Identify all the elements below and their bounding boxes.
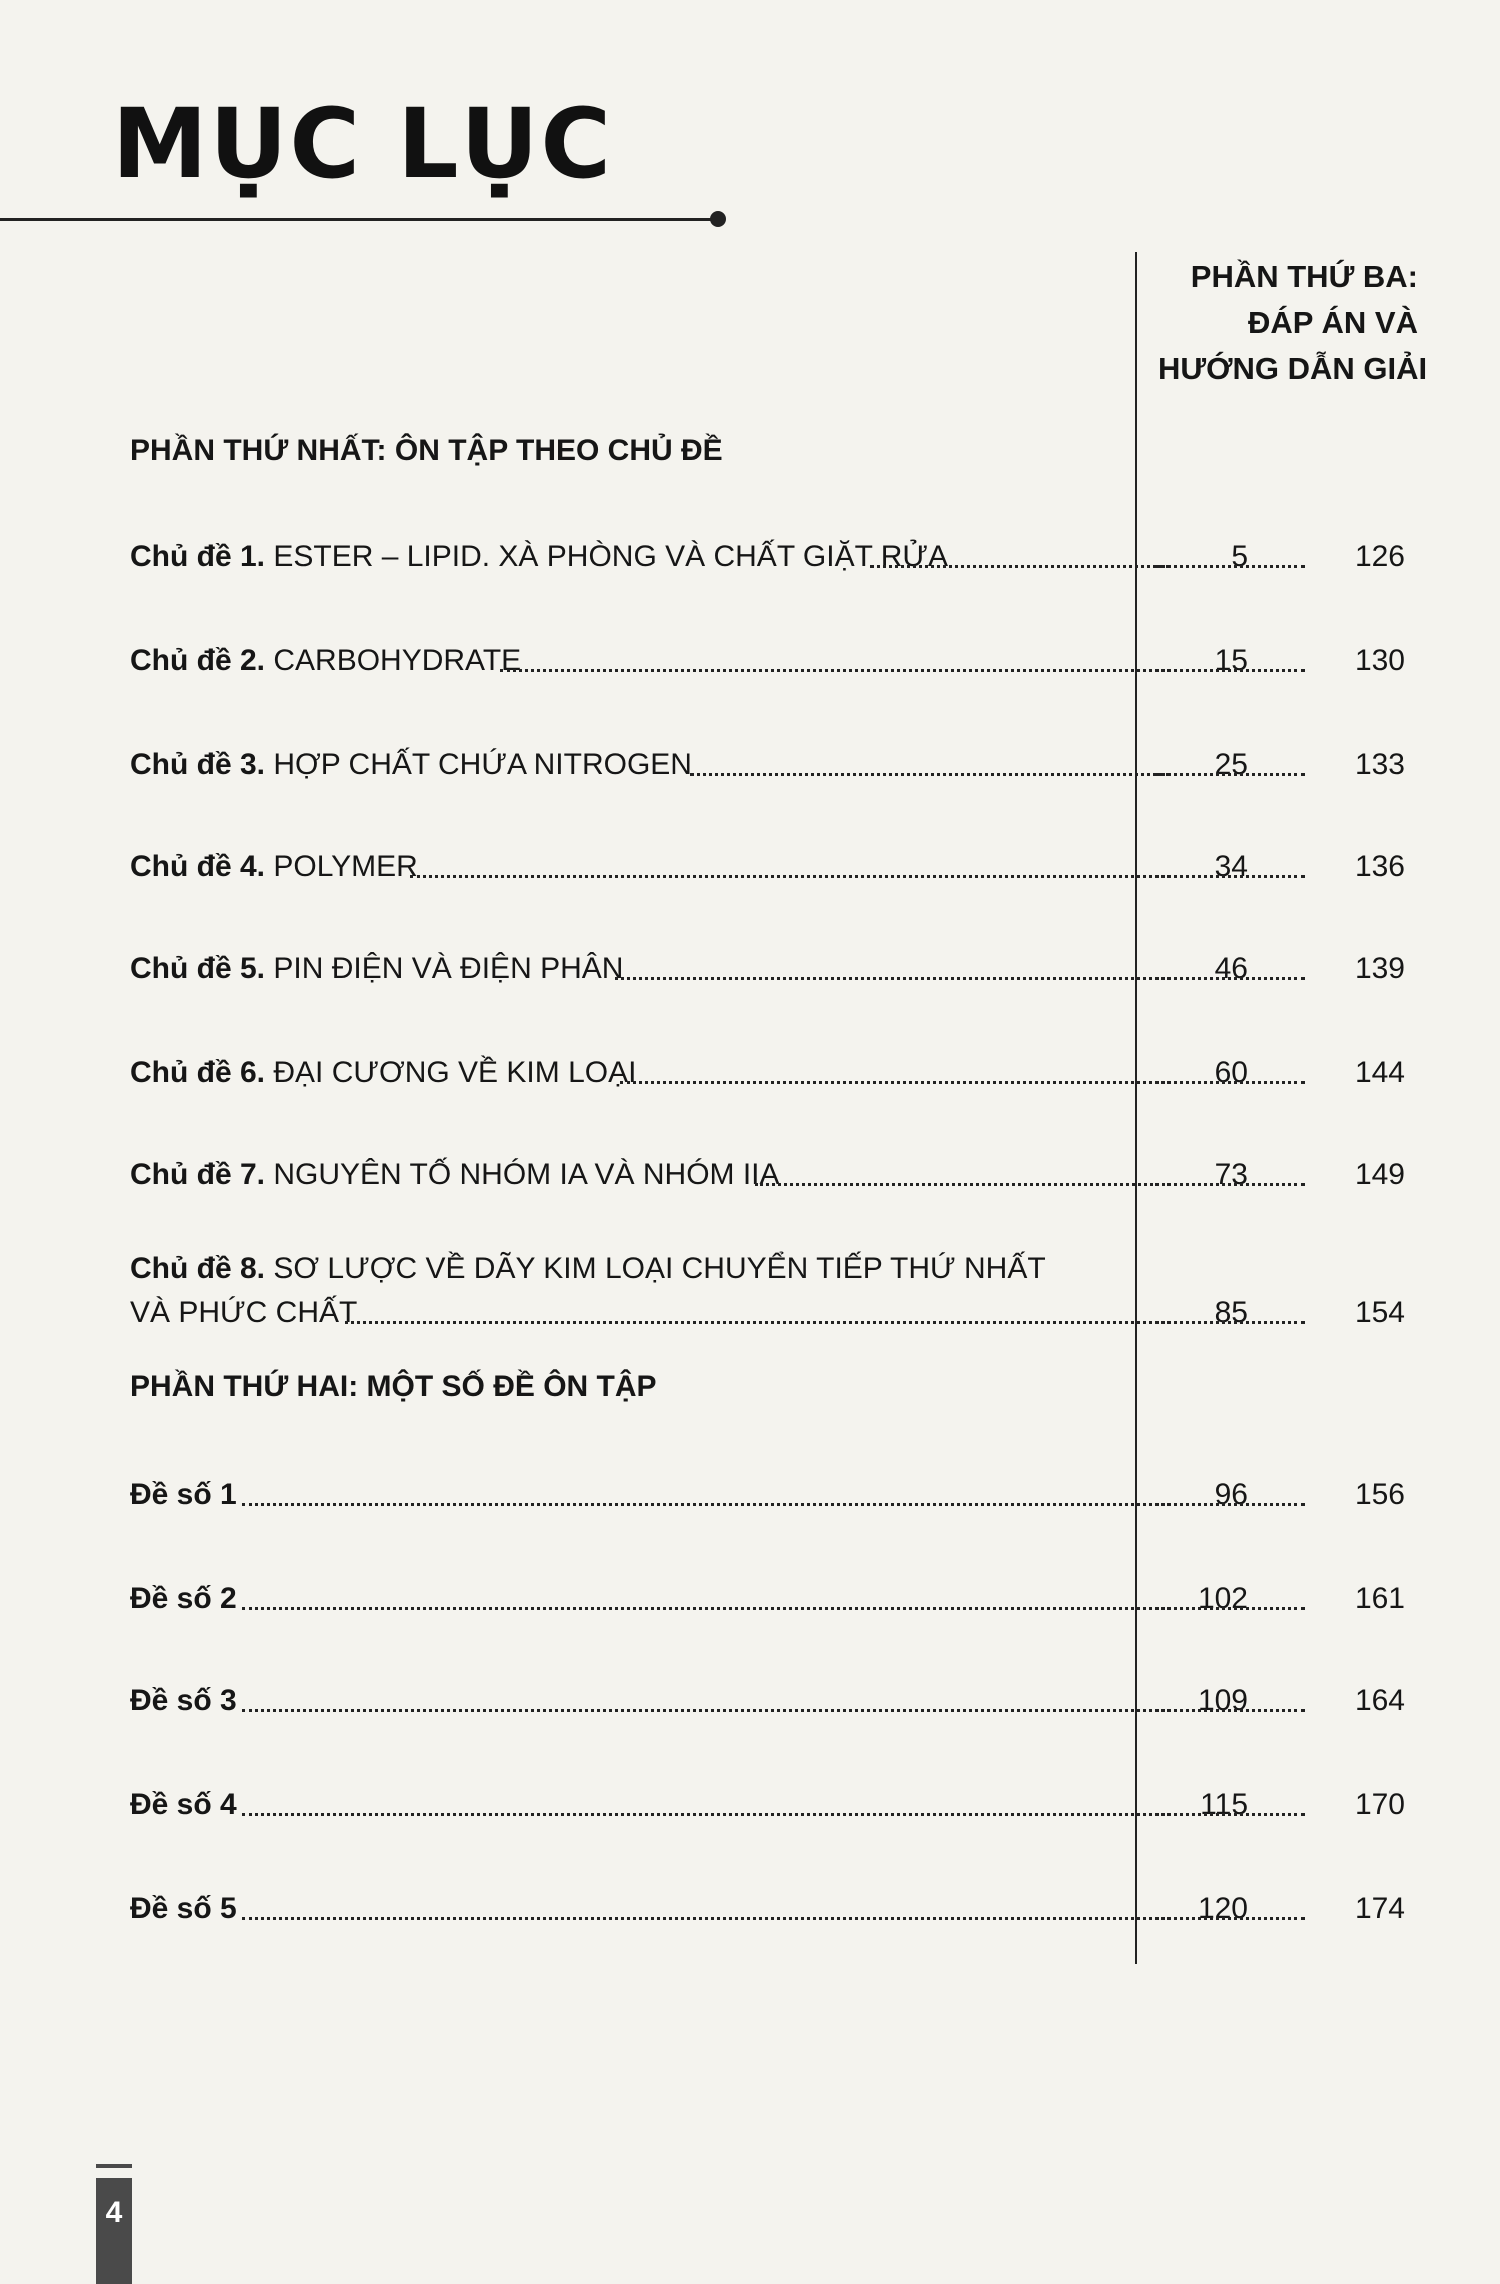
toc-entry-topic-3[interactable] [130, 738, 1405, 790]
title-underline-dot [710, 211, 726, 227]
entry-answer-page: 126 [1354, 540, 1405, 573]
toc-entry-topic-8[interactable] [130, 1252, 1405, 1338]
leader-dots-answers [1155, 1917, 1305, 1920]
leader-dots [690, 773, 1170, 776]
toc-entry-topic-6[interactable] [130, 1046, 1405, 1098]
entry-answer-page: 174 [1354, 1892, 1405, 1925]
leader-dots-answers [1155, 1183, 1305, 1186]
entry-label: Chủ đề 8. SƠ LƯỢC VỀ DÃY KIM LOẠI CHUYỂN TIẾP THỨ NHẤT [130, 1252, 1046, 1285]
entry-answer-page: 144 [1354, 1056, 1405, 1089]
entry-label-line2: VÀ PHỨC CHẤT [130, 1296, 358, 1329]
entry-label: Chủ đề 1. ESTER – LIPID. XÀ PHÒNG VÀ CHẤT GIẶT RỬA [130, 540, 949, 573]
entry-answer-page: 161 [1354, 1582, 1405, 1615]
entry-answer-page: 156 [1354, 1478, 1405, 1511]
entry-answer-page: 154 [1354, 1296, 1405, 1329]
toc-entry-exam-3[interactable] [130, 1674, 1405, 1726]
toc-entry-topic-2[interactable] [130, 634, 1405, 686]
toc-entry-exam-5[interactable] [130, 1882, 1405, 1934]
leader-dots [242, 1813, 1170, 1816]
entry-page: 25 [1174, 748, 1248, 782]
toc-entry-exam-1[interactable] [130, 1468, 1405, 1520]
toc-entry-exam-2[interactable] [130, 1572, 1405, 1624]
entry-label: Chủ đề 5. PIN ĐIỆN VÀ ĐIỆN PHÂN [130, 952, 624, 985]
entry-label: Chủ đề 2. CARBOHYDRATE [130, 644, 522, 677]
leader-dots-answers [1155, 669, 1305, 672]
entry-answer-page: 136 [1354, 850, 1405, 883]
entry-page: 120 [1174, 1892, 1248, 1926]
entry-page: 34 [1174, 850, 1248, 884]
leader-dots [242, 1503, 1170, 1506]
leader-dots [615, 977, 1170, 980]
leader-dots [242, 1917, 1170, 1920]
entry-answer-page: 130 [1354, 644, 1405, 677]
leader-dots-answers [1155, 1709, 1305, 1712]
leader-dots-answers [1155, 1607, 1305, 1610]
page-title: MỤC LỤC [112, 88, 613, 200]
leader-dots [242, 1709, 1170, 1712]
toc-entry-topic-5[interactable] [130, 942, 1405, 994]
entry-page: 60 [1174, 1056, 1248, 1090]
leader-dots-answers [1155, 1081, 1305, 1084]
entry-label: Chủ đề 6. ĐẠI CƯƠNG VỀ KIM LOẠI [130, 1056, 637, 1089]
entry-label: Chủ đề 3. HỢP CHẤT CHỨA NITROGEN [130, 748, 692, 781]
entry-label: Chủ đề 4. POLYMER [130, 850, 418, 883]
part3-heading-line: ĐÁP ÁN VÀ [1248, 305, 1418, 340]
page-number: 4 [105, 2196, 123, 2229]
leader-dots [345, 1321, 1170, 1324]
leader-dots [242, 1607, 1170, 1610]
entry-page: 46 [1174, 952, 1248, 986]
toc-entry-topic-1[interactable] [130, 530, 1405, 582]
toc-entry-topic-7[interactable] [130, 1148, 1405, 1200]
entry-page: 96 [1174, 1478, 1248, 1512]
leader-dots [870, 565, 1170, 568]
leader-dots-answers [1155, 875, 1305, 878]
part3-heading-line: HƯỚNG DẪN GIẢI [1158, 351, 1428, 386]
entry-page: 73 [1174, 1158, 1248, 1192]
entry-answer-page: 149 [1354, 1158, 1405, 1191]
entry-label: Đề số 3 [130, 1684, 237, 1717]
entry-label: Đề số 5 [130, 1892, 237, 1925]
entry-page: 115 [1174, 1788, 1248, 1822]
title-underline [0, 218, 718, 221]
page-number-tab [96, 2178, 132, 2284]
leader-dots [755, 1183, 1170, 1186]
entry-label: Đề số 4 [130, 1788, 237, 1821]
entry-label: Đề số 1 [130, 1478, 237, 1511]
entry-page: 109 [1174, 1684, 1248, 1718]
entry-page: 102 [1174, 1582, 1248, 1616]
entry-page: 15 [1174, 644, 1248, 678]
leader-dots-answers [1155, 977, 1305, 980]
part3-heading [1158, 254, 1428, 392]
leader-dots [500, 669, 1170, 672]
toc-entry-exam-4[interactable] [130, 1778, 1405, 1830]
part3-heading-line: PHẦN THỨ BA: [1190, 259, 1418, 294]
entry-page: 5 [1174, 540, 1248, 574]
leader-dots [620, 1081, 1170, 1084]
leader-dots-answers [1155, 565, 1305, 568]
toc-entry-topic-4[interactable] [130, 840, 1405, 892]
entry-label: Đề số 2 [130, 1582, 237, 1615]
entry-answer-page: 170 [1354, 1788, 1405, 1821]
part2-heading: PHẦN THỨ HAI: MỘT SỐ ĐỀ ÔN TẬP [130, 1370, 657, 1403]
leader-dots-answers [1155, 1503, 1305, 1506]
leader-dots-answers [1155, 1813, 1305, 1816]
entry-answer-page: 139 [1354, 952, 1405, 985]
entry-page: 85 [1174, 1296, 1248, 1330]
leader-dots-answers [1155, 773, 1305, 776]
entry-answer-page: 133 [1354, 748, 1405, 781]
entry-answer-page: 164 [1354, 1684, 1405, 1717]
leader-dots-answers [1155, 1321, 1305, 1324]
entry-label: Chủ đề 7. NGUYÊN TỐ NHÓM IA VÀ NHÓM IIA [130, 1158, 780, 1191]
part1-heading: PHẦN THỨ NHẤT: ÔN TẬP THEO CHỦ ĐỀ [130, 434, 723, 467]
leader-dots [410, 875, 1170, 878]
